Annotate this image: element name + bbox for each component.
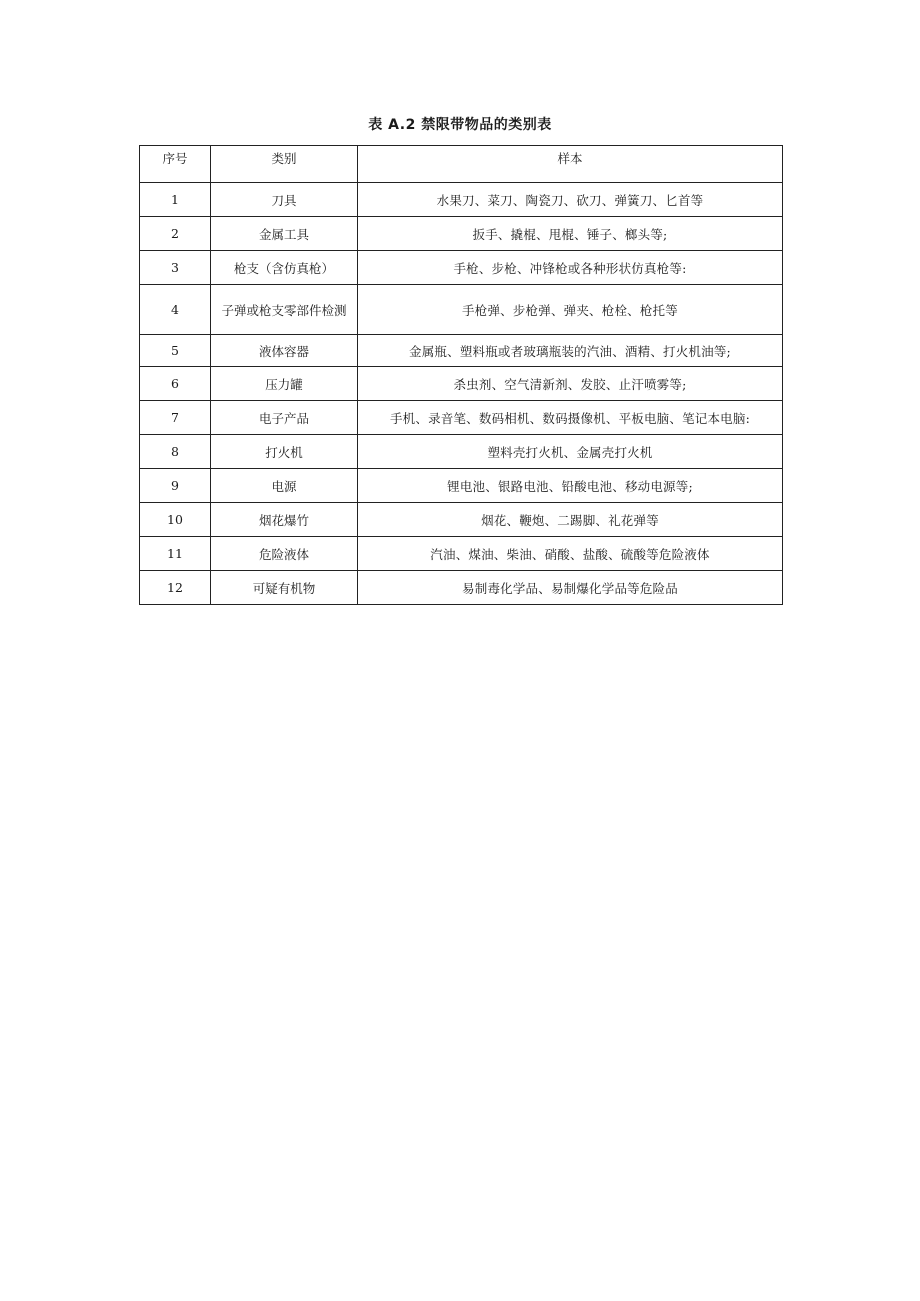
table-row [140,251,783,285]
table-row [140,367,783,401]
row-category: 子弹或枪支零部件检测 [211,285,358,335]
row-category: 电源 [211,469,358,503]
table-row [140,335,783,367]
header-category: 类别 [211,146,358,183]
row-category: 打火机 [211,435,358,469]
table-row [140,503,783,537]
row-sample: 水果刀、菜刀、陶瓷刀、砍刀、弹簧刀、匕首等 [358,183,783,217]
row-sample: 手枪弹、步枪弹、弹夹、枪栓、枪托等 [358,285,783,335]
row-category: 电子产品 [211,401,358,435]
table-row [140,183,783,217]
row-category: 刀具 [211,183,358,217]
table-row [140,285,783,335]
row-category: 液体容器 [211,335,358,367]
row-index: 1 [140,183,211,217]
table-row [140,537,783,571]
row-index: 2 [140,217,211,251]
row-category: 压力罐 [211,367,358,401]
row-index: 8 [140,435,211,469]
row-category: 可疑有机物 [211,571,358,605]
row-sample: 手枪、步枪、冲锋枪或各种形状仿真枪等: [358,251,783,285]
header-sample: 样本 [358,146,783,183]
row-category: 金属工具 [211,217,358,251]
row-sample: 扳手、撬棍、甩棍、锤子、榔头等; [358,217,783,251]
row-category: 枪支（含仿真枪） [211,251,358,285]
row-sample: 烟花、鞭炮、二踢脚、礼花弹等 [358,503,783,537]
table-row [140,571,783,605]
prohibited-items-table [139,145,783,605]
row-sample: 易制毒化学品、易制爆化学品等危险品 [358,571,783,605]
row-category: 烟花爆竹 [211,503,358,537]
row-sample: 塑料壳打火机、金属壳打火机 [358,435,783,469]
row-index: 6 [140,367,211,401]
row-sample: 金属瓶、塑料瓶或者玻璃瓶装的汽油、酒精、打火机油等; [358,335,783,367]
row-index: 9 [140,469,211,503]
row-index: 7 [140,401,211,435]
row-index: 4 [140,285,211,335]
row-sample: 手机、录音笔、数码相机、数码摄像机、平板电脑、笔记本电脑: [358,401,783,435]
row-index: 12 [140,571,211,605]
row-sample: 汽油、煤油、柴油、硝酸、盐酸、硫酸等危险液体 [358,537,783,571]
header-index: 序号 [140,146,211,183]
row-index: 3 [140,251,211,285]
table-row [140,435,783,469]
table-row [140,401,783,435]
table-row [140,469,783,503]
row-category: 危险液体 [211,537,358,571]
row-index: 10 [140,503,211,537]
table-header-row [140,146,783,183]
table-row [140,217,783,251]
row-sample: 杀虫剂、空气清新剂、发胶、止汗喷雾等; [358,367,783,401]
row-index: 5 [140,335,211,367]
table-title: 表 A.2 禁限带物品的类别表 [368,117,552,133]
row-index: 11 [140,537,211,571]
row-sample: 锂电池、银路电池、铅酸电池、移动电源等; [358,469,783,503]
